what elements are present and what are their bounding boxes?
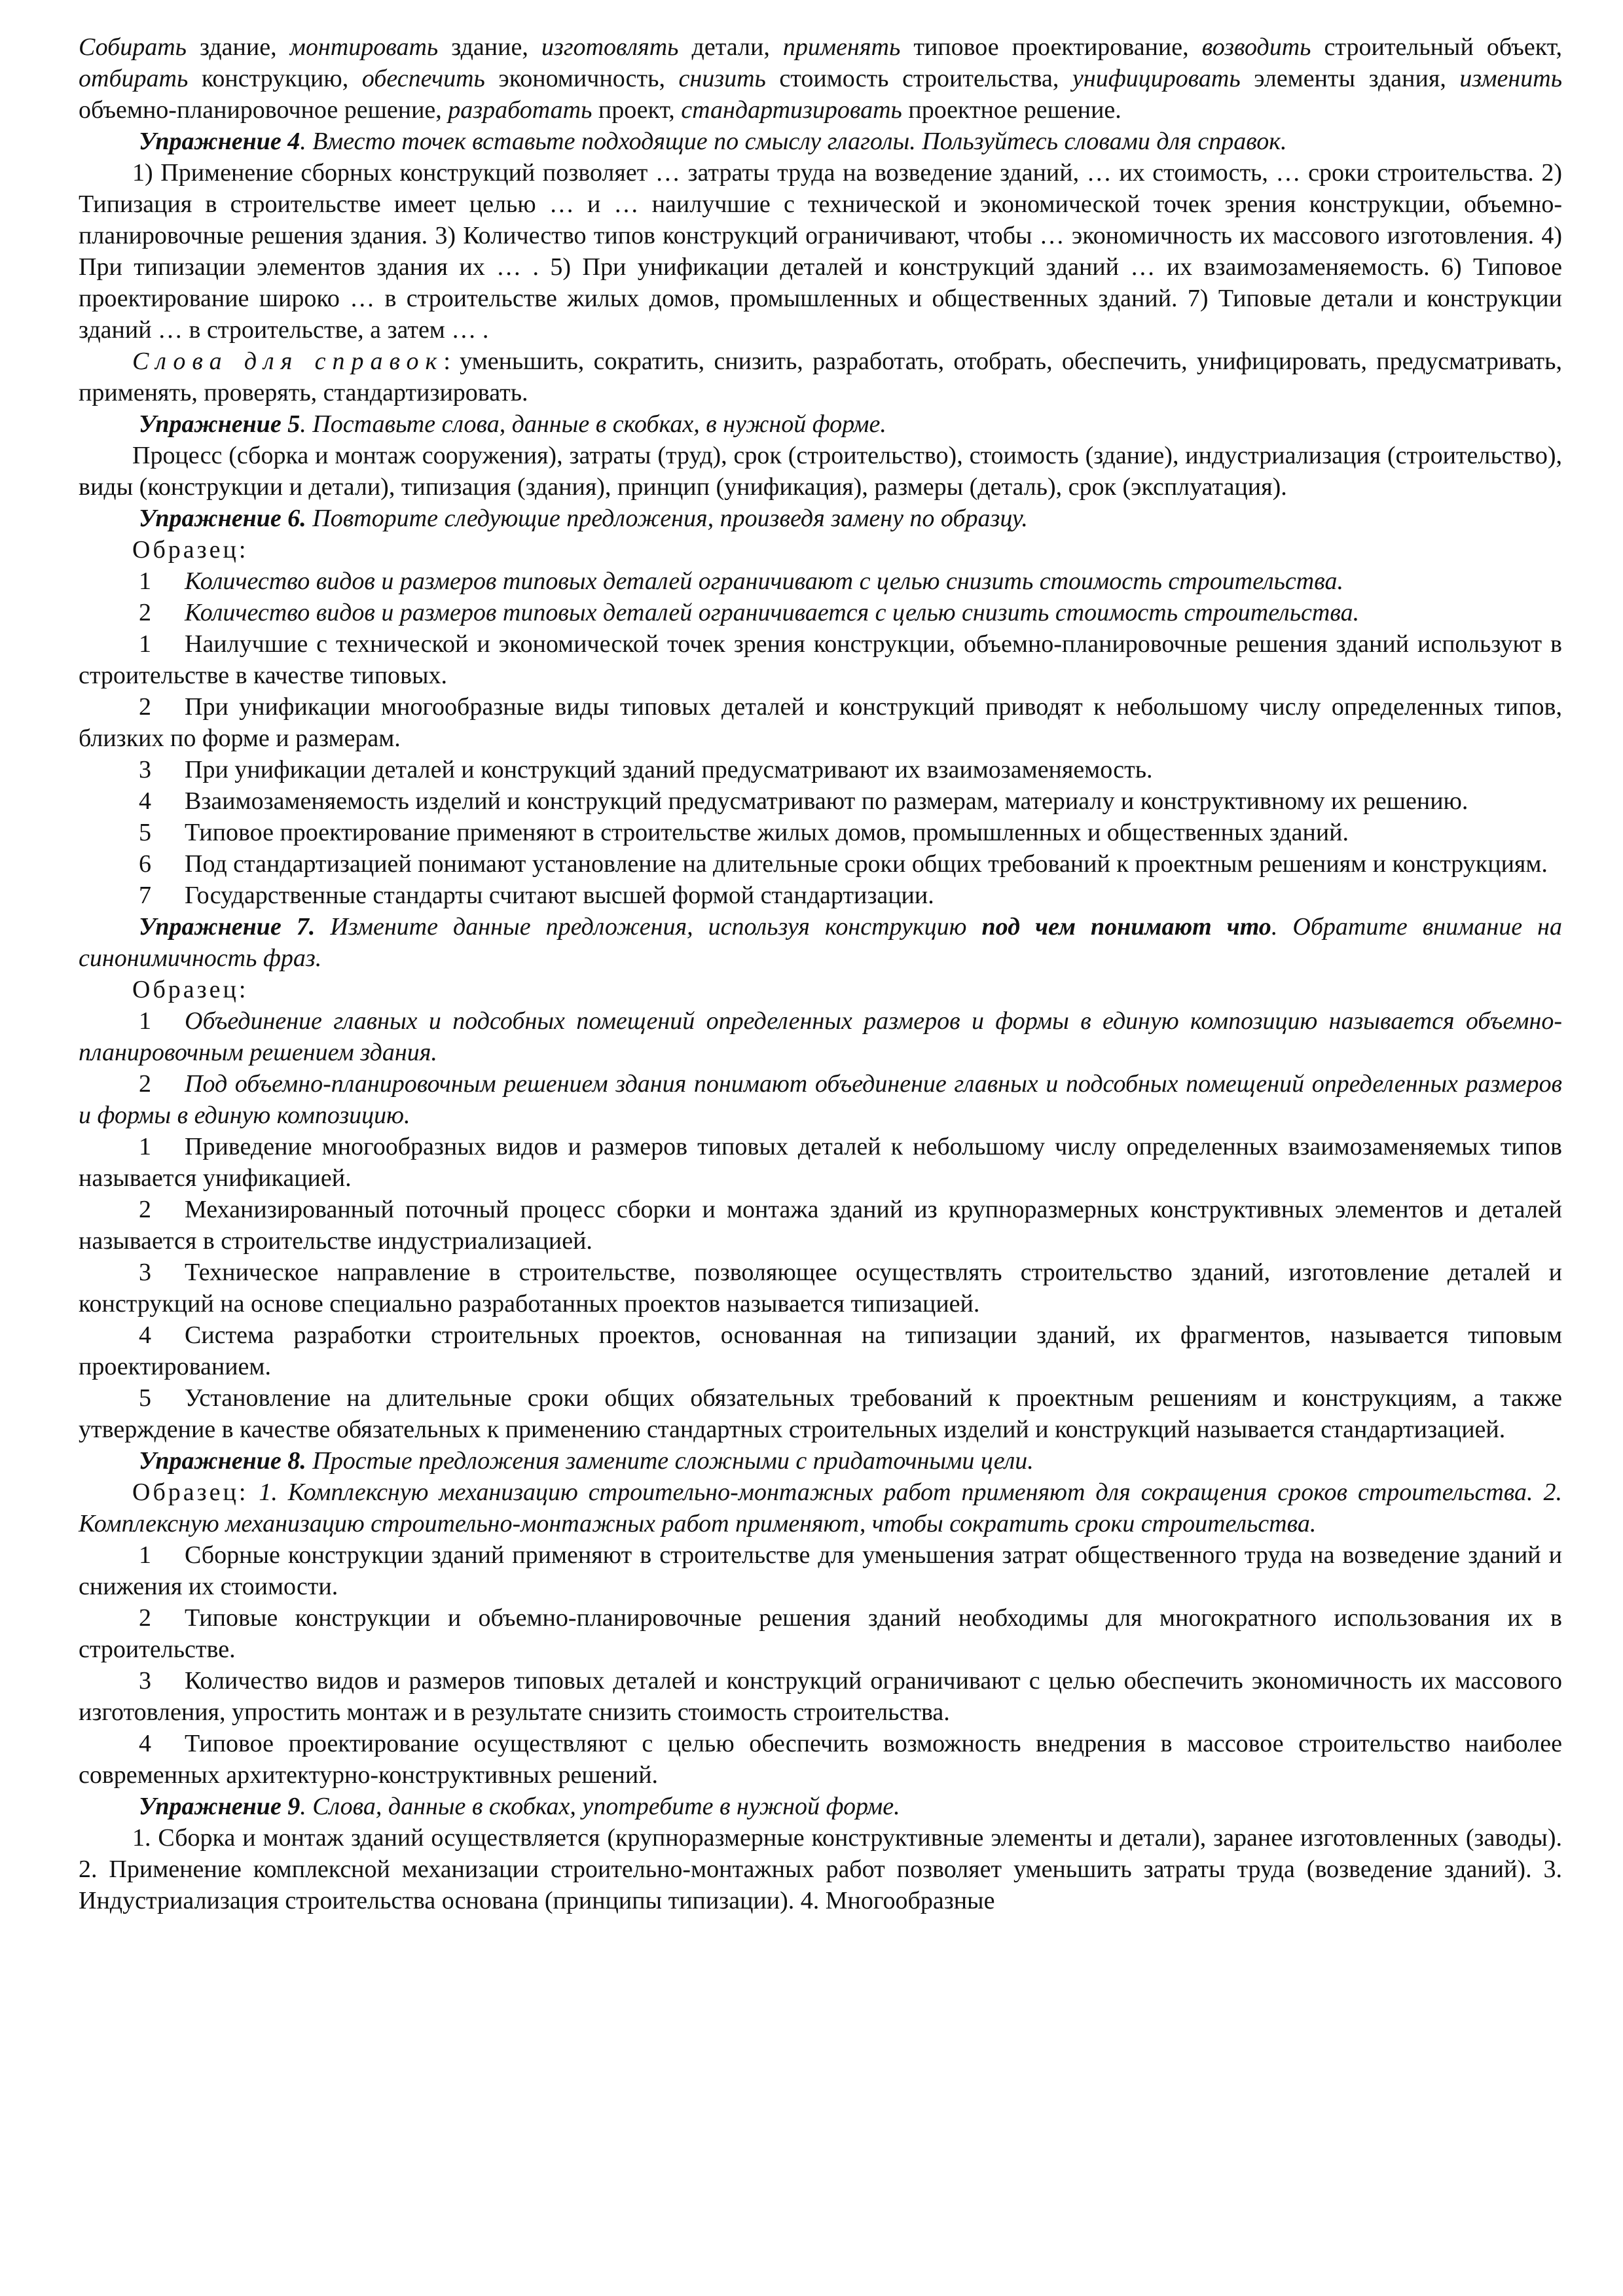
list-item: 3 Количество видов и размеров типовых деталей и конструкций ограничивают с целью обеспечить экономичность их массового изготовления, упростить монтаж и в результате снизить стоимость строительства.: [79, 1667, 1562, 1726]
exercise-9-text: 1. Сборка и монтаж зданий осуществляется (крупноразмерные конструктивные элементы и детали), заранее изготовленных (заводы). 2. Применение комплексной механизации строительно-монтажных работ позволяет уменьшить затраты труда (возведение зданий). 3. Индустриализация строительства основана (принципы типизации). 4. Многообразные: [79, 1824, 1562, 1914]
exercise-5-title: Упражнение 5. Поставьте слова, данные в скобках, в нужной форме.: [139, 410, 886, 438]
sample-item: 1 Количество видов и размеров типовых деталей ограничивают с целью снизить стоимость строительства.: [139, 567, 1343, 595]
list-item: 5 Типовое проектирование применяют в строительстве жилых домов, промышленных и общественных зданий.: [139, 819, 1349, 846]
exercise-5-text: Процесс (сборка и монтаж сооружения), затраты (труд), срок (строительство), стоимость (здание), индустриализация (строительство), виды (конструкции и детали), типизация (здания), принцип (унификация), размеры (деталь), срок (эксплуатация).: [79, 442, 1562, 501]
intro-verb: Собирать: [79, 33, 187, 61]
list-item: 3 При унификации деталей и конструкций зданий предусматривают их взаимозаменяемость.: [139, 756, 1153, 783]
exercise-9-title: Упражнение 9. Слова, данные в скобках, употребите в нужной форме.: [139, 1793, 900, 1820]
sample-item: 2 Количество видов и размеров типовых деталей ограничивается с целью снизить стоимость строительства.: [139, 599, 1360, 626]
sample-label: Образец:: [132, 536, 249, 564]
list-item: 5 Установление на длительные сроки общих обязательных требований к проектным решениям и конструкциям, а также утверждение в качестве обязательных к применению стандартных строительных изделий и конструкций называется стандартизацией.: [79, 1384, 1562, 1443]
list-item: 2 Типовые конструкции и объемно-планировочные решения зданий необходимы для многократного использования их в строительстве.: [79, 1604, 1562, 1663]
list-item: 3 Техническое направление в строительстве, позволяющее осуществлять строительство зданий, изготовление деталей и конструкций на основе специально разработанных проектов называется типизацией.: [79, 1259, 1562, 1318]
exercise-8-title: Упражнение 8. Простые предложения замените сложными с придаточными цели.: [139, 1447, 1034, 1475]
list-item: 7 Государственные стандарты считают высшей формой стандартизации.: [139, 882, 934, 909]
words-label: Слова для справок: [132, 348, 444, 375]
sample-item: 1 Объединение главных и подсобных помещений определенных размеров и формы в единую композицию называется объемно-планировочным решением здания.: [79, 1007, 1562, 1066]
exercise-8-sample: Образец: 1. Комплексную механизацию строительно-монтажных работ применяют для сокращения сроков строительства. 2. Комплексную механизацию строительно-монтажных работ применяют, чтобы сократить сроки строительства.: [79, 1479, 1562, 1537]
list-item: 1 Наилучшие с технической и экономической точек зрения конструкции, объемно-планировочные решения зданий используют в строительстве в качестве типовых.: [79, 630, 1562, 689]
exercise-4-title: Упражнение 4. Вместо точек вставьте подходящие по смыслу глаголы. Пользуйтесь словами для справок.: [139, 128, 1287, 155]
list-item: 2 Механизированный поточный процесс сборки и монтажа зданий из крупноразмерных конструктивных элементов и деталей называется в строительстве индустриализацией.: [79, 1196, 1562, 1255]
intro-paragraph: Собирать здание, монтировать здание, изготовлять детали, применять типовое проектирование, возводить строительный объект, отбирать конструкцию, обеспечить экономичность, снизить стоимость строительства, унифицировать элементы здания, изменить объемно-планировочное решение, разработать проект, стандартизировать проектное решение.: [79, 33, 1562, 124]
sample-item: 2 Под объемно-планировочным решением здания понимают объединение главных и подсобных помещений определенных размеров и формы в единую композицию.: [79, 1070, 1562, 1129]
exercise-6-title: Упражнение 6. Повторите следующие предложения, произведя замену по образцу.: [139, 505, 1028, 532]
list-item: 4 Взаимозаменяемость изделий и конструкций предусматривают по размерам, материалу и конструктивному их решению.: [139, 787, 1468, 815]
list-item: 1 Сборные конструкции зданий применяют в строительстве для уменьшения затрат общественного труда на возведение зданий и снижения их стоимости.: [79, 1541, 1562, 1600]
sample-label: Образец:: [132, 976, 249, 1003]
list-item: 2 При унификации многообразные виды типовых деталей и конструкций приводят к небольшому числу определенных типов, близких по форме и размерам.: [79, 693, 1562, 752]
list-item: 6 Под стандартизацией понимают установление на длительные сроки общих требований к проектным решениям и конструкциям.: [139, 850, 1548, 878]
list-item: 4 Система разработки строительных проектов, основанная на типизации зданий, их фрагментов, называется типовым проектированием.: [79, 1321, 1562, 1380]
sample-label: Образец:: [132, 1479, 249, 1506]
exercise-7-title: Упражнение 7. Измените данные предложения, используя конструкцию под чем понимают что. Обратите внимание на синонимичность фраз.: [79, 913, 1562, 972]
exercise-4-words: Слова для справок: уменьшить, сократить, снизить, разработать, отобрать, обеспечить, унифицировать, предусматривать, применять, проверять, стандартизировать.: [79, 348, 1562, 406]
list-item: 1 Приведение многообразных видов и размеров типовых деталей к небольшому числу определенных взаимозаменяемых типов называется унификацией.: [79, 1133, 1562, 1192]
list-item: 4 Типовое проектирование осуществляют с целью обеспечить возможность внедрения в массовое строительство наиболее современных архитектурно-конструктивных решений.: [79, 1730, 1562, 1789]
exercise-4-text: 1) Применение сборных конструкций позволяет … затраты труда на возведение зданий, … их стоимость, … сроки строительства. 2) Типизация в строительстве имеет целью … и … наилучшие с технической и экономической точек зрения конструкции, объемно-планировочные решения здания. 3) Количество типов конструкций ограничивают, чтобы … экономичность их массового изготовления. 4) При типизации элементов здания их … . 5) При унификации деталей и конструкций зданий … их взаимозаменяемость. 6) Типовое проектирование широко … в строительстве жилых домов, промышленных и общественных зданий. 7) Типовые детали и конструкции зданий … в строительстве, а затем … .: [79, 159, 1562, 344]
